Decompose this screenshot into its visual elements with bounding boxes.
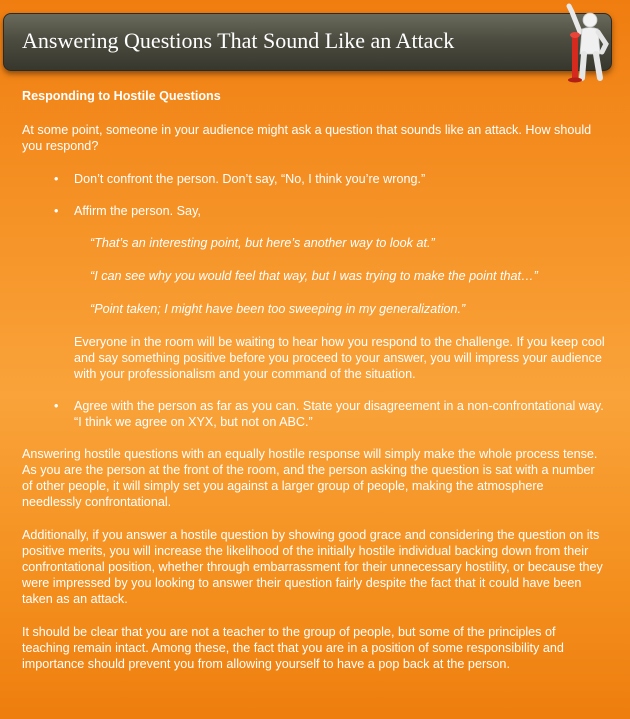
person-pointing-figure-icon (558, 2, 620, 84)
example-quote: “I can see why you would feel that way, but I was trying to make the point that…” (90, 269, 538, 283)
bullet-icon: • (54, 172, 59, 186)
bullet-text: Don’t confront the person. Don’t say, “No, I think you’re wrong.” (74, 172, 426, 186)
bullet-item (22, 203, 606, 219)
page-title: Answering Questions That Sound Like an Attack (22, 28, 455, 53)
bullet-icon: • (54, 204, 59, 218)
bullet-text: Affirm the person. Say, (74, 204, 201, 218)
body-paragraph: It should be clear that you are not a teacher to the group of people, but some of the principles of teaching remain intact. Among these, the fact that you are in a position of some responsibility and importance should prevent you from allowing yourself to have a pop back at the person. (22, 625, 564, 671)
body-paragraph: Answering hostile questions with an equally hostile response will simply make the whole process tense. As you are the person at the front of the room, and the person asking the question is sat with a number of other people, it will simply set you against a larger group of people, making the atmosphere needlessly confrontational. (22, 447, 598, 509)
bullet-text: Agree with the person as far as you can. State your disagreement in a non-confrontational way. “I think we agree on XYX, but not on ABC.” (74, 399, 604, 429)
bullet-item (22, 171, 606, 187)
body-paragraph: Additionally, if you answer a hostile question by showing good grace and considering the question on its positive merits, you will increase the likelihood of the initially hostile individual backing down from their confrontational position, whether through embarrassment for their unnecessary hostility, or because they were impressed by you looking to answer their question fairly despite the fact that it could have been taken as an attack. (22, 528, 603, 606)
example-quote: “Point taken; I might have been too sweeping in my generalization.” (90, 302, 466, 316)
section-heading: Responding to Hostile Questions (22, 89, 221, 103)
bullet-item (22, 398, 606, 430)
intro-paragraph: At some point, someone in your audience might ask a question that sounds like an attack. How should you respond? (22, 123, 592, 153)
content-body (22, 88, 606, 689)
example-quote: “That’s an interesting point, but here’s another way to look at.” (90, 236, 435, 250)
bullet-icon: • (54, 399, 59, 413)
title-bar (3, 13, 612, 71)
bullet-followup-paragraph: Everyone in the room will be waiting to hear how you respond to the challenge. If you keep cool and say something positive before you proceed to your answer, you will impress your audience with your professionalism and your command of the situation. (74, 335, 605, 381)
